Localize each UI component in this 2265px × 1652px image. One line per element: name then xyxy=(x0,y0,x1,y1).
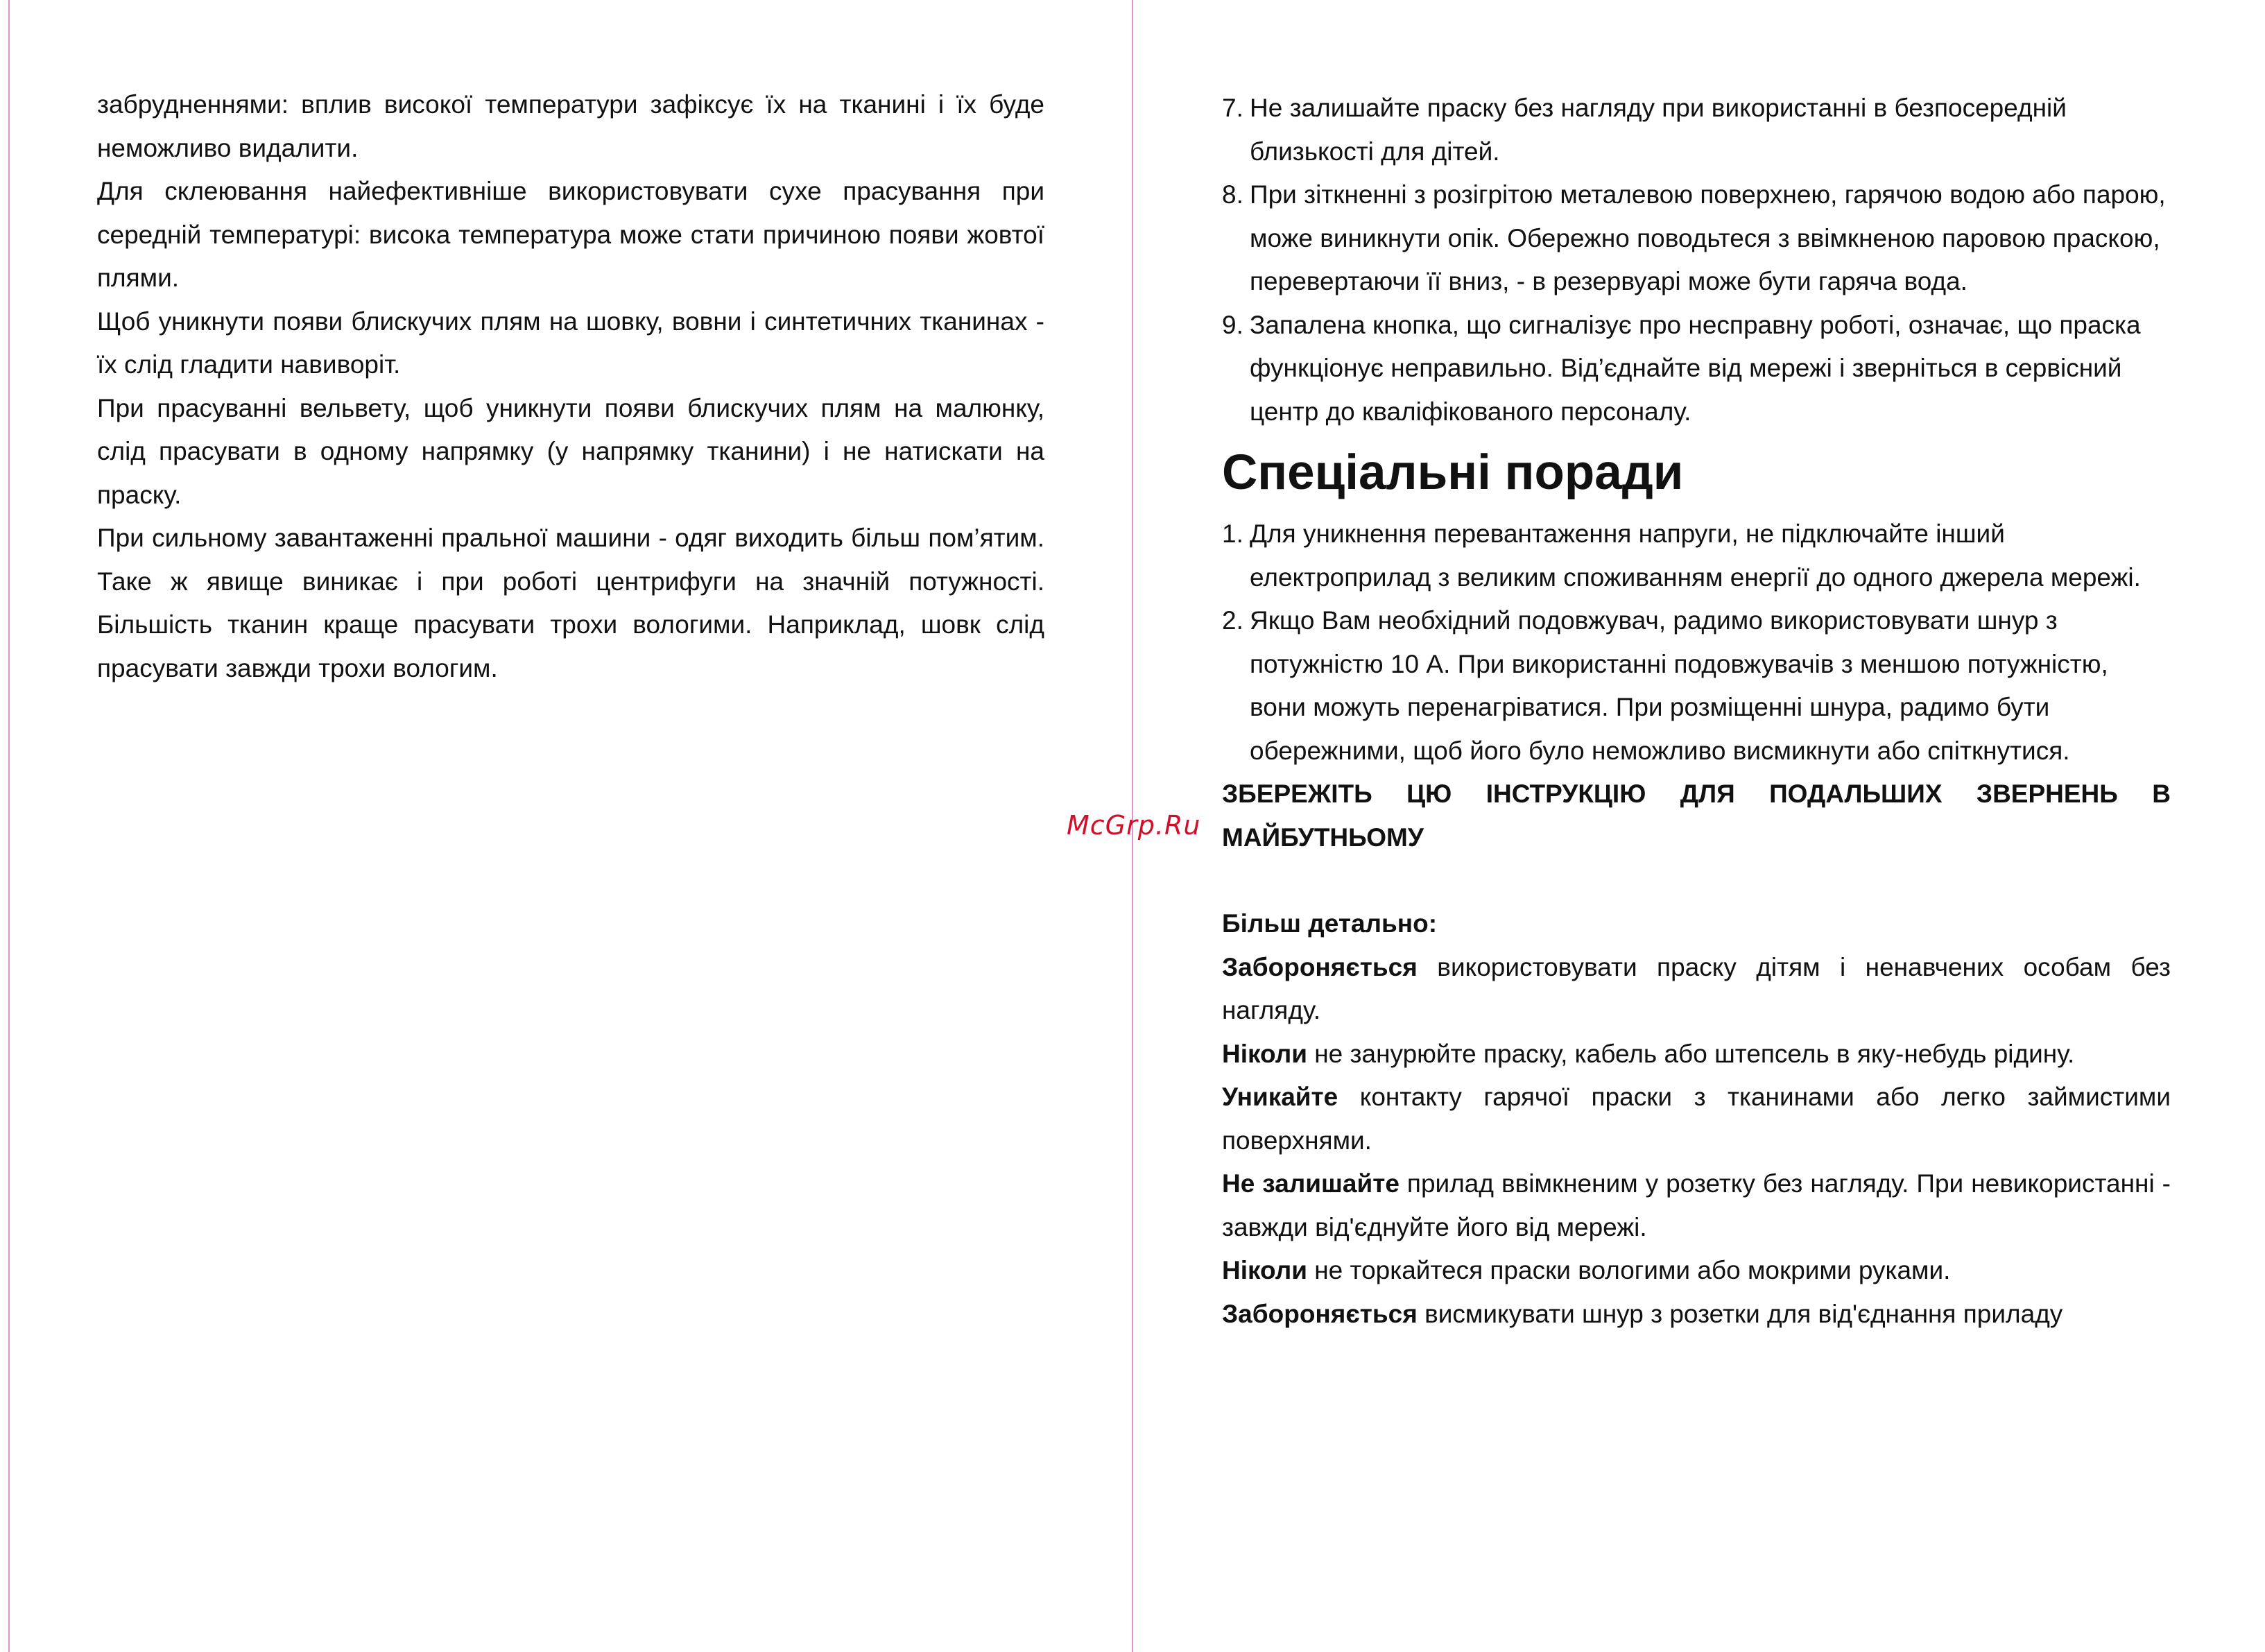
left-page xyxy=(97,83,1044,690)
list-text: При зіткненні з розігрітою металевою поверхнею, гарячою водою або парою, може виникнути опік. Обережно поводьтеся з ввімкненою паровою праскою, перевертаючи її вниз, - в резервуарі може бути гаряча вода. xyxy=(1250,180,2166,295)
list-item xyxy=(1222,173,2171,304)
list-number: 9. xyxy=(1222,310,1243,339)
save-notice: ЗБЕРЕЖІТЬ ЦЮ ІНСТРУКЦІЮ ДЛЯ ПОДАЛЬШИХ ЗВЕРНЕНЬ В МАЙБУТНЬОМУ xyxy=(1222,780,2171,852)
rule-text: прилад ввімкненим у розетку без нагляду. При невикористанні - завжди від'єднуйте його від мережі. xyxy=(1222,1169,2171,1241)
paragraph: забрудненнями: вплив високої температури зафіксує їх на тканині і їх буде неможливо видалити. xyxy=(97,90,1044,162)
list-item xyxy=(1222,87,2171,173)
list-number: 7. xyxy=(1222,94,1243,122)
tip-item xyxy=(1222,599,2171,773)
rule-keyword: Ніколи xyxy=(1222,1039,1307,1068)
rule-text: не торкайтеся праски вологими або мокрими руками. xyxy=(1307,1256,1951,1285)
rule-line xyxy=(1222,1249,2171,1293)
right-page xyxy=(1222,87,2171,1336)
list-text: Запалена кнопка, що сигналізує про несправну роботі, означає, що праска функціонує неправильно. Від’єднайте від мережі і зверніться в сервісний центр до кваліфікованого персоналу. xyxy=(1250,310,2141,426)
section-heading: Спеціальні поради xyxy=(1222,445,1684,500)
rule-keyword: Ніколи xyxy=(1222,1256,1307,1285)
paragraph: Щоб уникнути появи блискучих плям на шовку, вовни і синтетичних тканинах - їх слід гладити навиворіт. xyxy=(97,307,1044,379)
paragraph: Для склеювання найефективніше використовувати сухе прасування при середній температурі: висока температура може стати причиною появи жовтої плями. xyxy=(97,177,1044,292)
rule-text: використовувати праску дітям і ненавчених особам без нагляду. xyxy=(1222,952,2171,1025)
rule-line xyxy=(1222,1293,2171,1336)
tip-item xyxy=(1222,513,2171,599)
rule-line xyxy=(1222,1162,2171,1249)
tip-number: 1. xyxy=(1222,519,1243,549)
paragraph: При прасуванні вельвету, щоб уникнути появи блискучих плям на малюнку, слід прасувати в одному напрямку (у напрямку тканини) і не натискати на праску. xyxy=(97,393,1044,509)
rule-line xyxy=(1222,1033,2171,1076)
tip-text: Якщо Вам необхідний подовжувач, радимо використовувати шнур з потужністю 10 А. При використанні подовжувачів з меншою потужністю, вони можуть перенагріватися. При розміщенні шнура, радимо бути обережними, щоб його було неможливо висмикнути або спіткнутися. xyxy=(1250,606,2108,765)
paragraph: При сильному завантаженні пральної машини - одяг виходить більш пом’ятим. Таке ж явище виникає і при роботі центрифуги на значній потужності. Більшість тканин краще прасувати трохи вологими. Наприклад, шовк слід прасувати завжди трохи вологим. xyxy=(97,524,1044,682)
rule-keyword: Забороняється xyxy=(1222,1299,1418,1328)
rule-text: контакту гарячої праски з тканинами або легко займистими поверхнями. xyxy=(1222,1083,2171,1155)
rule-text: не занурюйте праску, кабель або штепсель в яку-небудь рідину. xyxy=(1307,1039,2075,1068)
list-item xyxy=(1222,304,2171,434)
list-text: Не залишайте праску без нагляду при використанні в безпосередній близькості для дітей. xyxy=(1250,94,2067,166)
watermark-text: McGrp.Ru xyxy=(1067,810,1201,841)
rule-keyword: Забороняється xyxy=(1222,952,1418,981)
tip-number: 2. xyxy=(1222,606,1243,635)
list-number: 8. xyxy=(1222,180,1243,209)
rule-line xyxy=(1222,946,2171,1033)
rule-keyword: Уникайте xyxy=(1222,1083,1338,1112)
rule-keyword: Не залишайте xyxy=(1222,1169,1400,1198)
rule-line xyxy=(1222,1076,2171,1162)
rule-text: висмикувати шнур з розетки для від'єднання приладу xyxy=(1417,1299,2063,1328)
tip-text: Для уникнення перевантаження напруги, не підключайте інший електроприлад з великим споживанням енергії до одного джерела мережі. xyxy=(1250,519,2141,592)
left-margin-guide xyxy=(8,0,10,1652)
details-heading: Більш детально: xyxy=(1222,909,1438,938)
